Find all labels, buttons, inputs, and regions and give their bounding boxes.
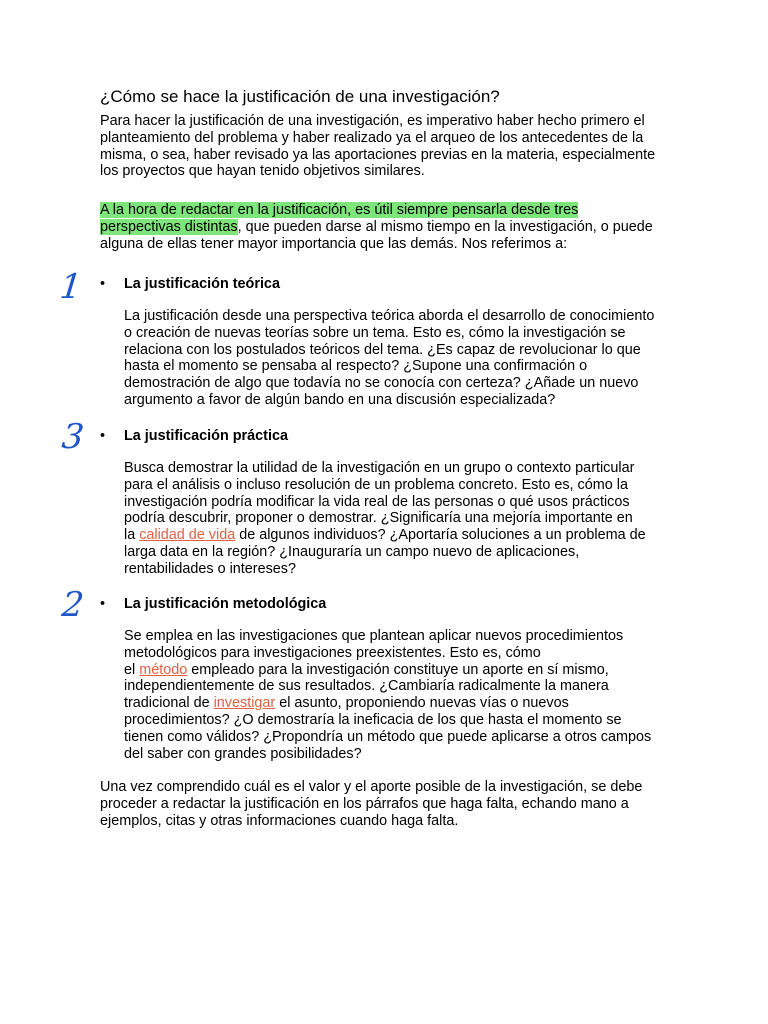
highlighted-text: perspectivas distintas [100,218,238,235]
body-line [124,662,651,679]
conclusion-line: ejemplos, citas y otras informaciones cuando haga falta. [100,812,459,829]
section-body-practica [124,460,646,578]
body-line: o creación de nuevas teorías sobre un tema. Esto es, cómo la investigación se [124,324,626,341]
body-text: empleado para la investigación constituye un aporte en sí mismo, [187,661,609,678]
body-line: La justificación desde una perspectiva teórica aborda el desarrollo de conocimiento [124,308,655,324]
bullet-icon: • [100,276,106,292]
handwritten-number-2: 2 [59,585,86,625]
intro-paragraph [100,113,655,180]
intro-line: planteamiento del problema y haber realizado ya el arqueo de los antecedentes de la [100,129,644,146]
bullet-icon: • [100,596,106,612]
highlighted-text: A la hora de redactar en la justificación, es útil siempre pensarla desde tres [100,202,579,218]
body-line: del saber con grandes posibilidades? [124,745,362,762]
perspectives-paragraph [100,202,653,252]
link-metodo[interactable]: método [139,661,188,678]
body-text: de algunos individuos? ¿Aportaría soluciones a un problema de [235,527,646,544]
body-line: hasta el momento se pensaba al respecto? ¿Supone una confirmación o [124,358,588,375]
perspectives-text: , que pueden darse al mismo tiempo en la investigación, o puede [237,218,653,235]
body-line: podría descubrir, proponer o demostrar. ¿Significaría una mejoría importante en [124,510,633,527]
intro-line: los proyectos que hayan tenido objetivos similares. [100,163,425,180]
body-text: la [124,527,140,544]
body-line: independientemente de sus resultados. ¿Cambiaría radicalmente la manera [124,678,609,695]
body-line: para el análisis o incluso resolución de un problema concreto. Esto es, cómo la [124,476,628,493]
body-text: el asunto, proponiendo nuevas vías o nuevos [275,695,569,712]
section-heading-text: La justificación teórica [124,276,280,292]
body-text: tradicional de [124,695,214,712]
perspectives-line [100,219,653,236]
body-line [124,527,646,544]
section-heading-text: La justificación práctica [124,428,288,444]
page-title: ¿Cómo se hace la justificación de una investigación? [100,87,500,106]
conclusion-paragraph [100,779,642,829]
section-body-teorica [124,308,654,409]
conclusion-line: proceder a redactar la justificación en los párrafos que haga falta, echando mano a [100,795,629,812]
link-calidad-de-vida[interactable]: calidad de vida [139,527,236,544]
body-line: argumento a favor de algún bando en una discusión especializada? [124,391,556,408]
body-line: demostración de algo que todavía no se conocía con certeza? ¿Añade un nuevo [124,375,639,392]
body-line: metodológicos para investigaciones preexistentes. Esto es, cómo [124,644,541,661]
bullet-icon: • [100,428,106,444]
conclusion-line: Una vez comprendido cuál es el valor y el aporte posible de la investigación, se debe [100,779,643,795]
body-line [124,695,651,712]
handwritten-number-1: 1 [57,267,84,307]
intro-line: Para hacer la justificación de una investigación, es imperativo haber hecho primero el [100,113,645,129]
body-line: relaciona con los postulados teóricos del tema. ¿Es capaz de revolucionar lo que [124,341,641,358]
body-line: rentabilidades o intereses? [124,560,296,577]
perspectives-line: alguna de ellas tener mayor importancia que las demás. Nos referimos a: [100,235,568,252]
body-line: Se emplea en las investigaciones que plantean aplicar nuevos procedimientos [124,628,624,644]
body-line: investigación podría modificar la vida real de las personas o qué usos prácticos [124,493,630,510]
body-line: procedimientos? ¿O demostraría la ineficacia de los que hasta el momento se [124,711,622,728]
perspectives-line [100,202,653,219]
section-body-metodologica [124,628,651,762]
intro-line: misma, o sea, haber revisado ya las aportaciones previas en la materia, especialmente [100,146,656,163]
section-heading-text: La justificación metodológica [124,596,327,612]
handwritten-number-3: 3 [59,417,86,457]
body-line: larga data en la región? ¿Inauguraría un campo nuevo de aplicaciones, [124,543,580,560]
body-line: tienen como válidos? ¿Propondría un método que puede aplicarse a otros campos [124,728,652,745]
link-investigar[interactable]: investigar [213,695,276,712]
body-line: Busca demostrar la utilidad de la investigación en un grupo o contexto particular [124,460,635,476]
body-text: el [124,661,140,678]
